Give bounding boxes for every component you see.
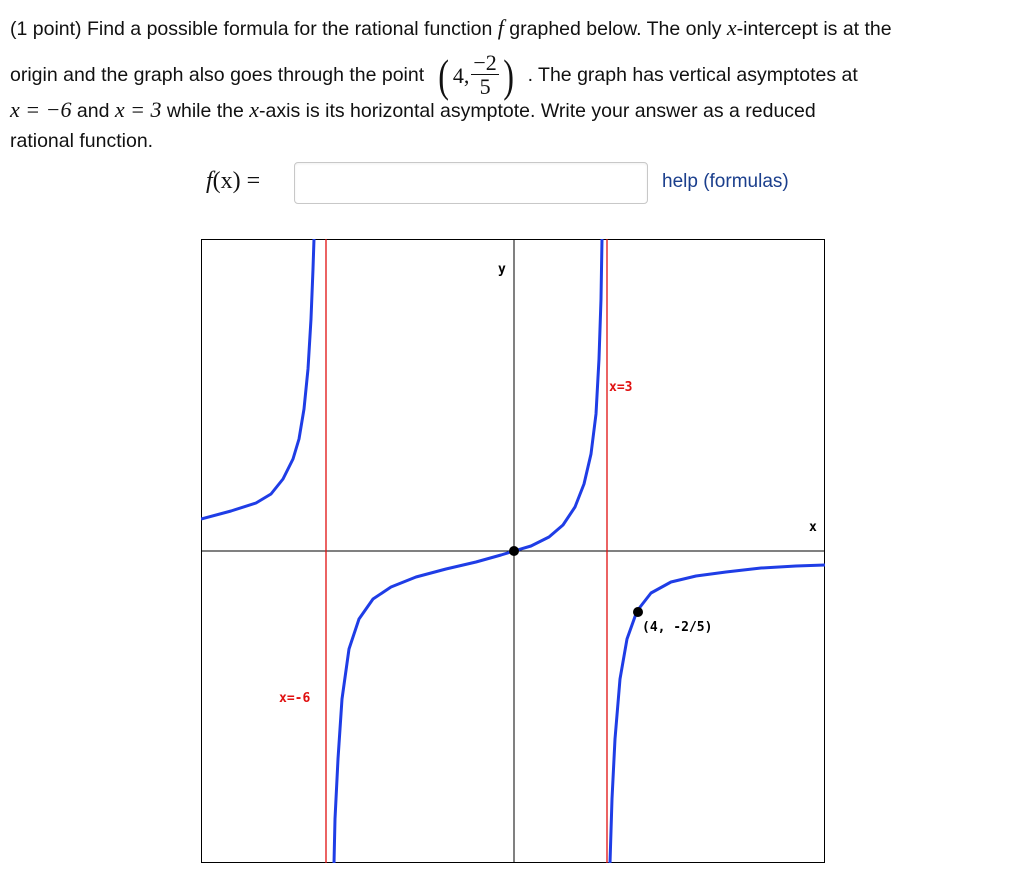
problem-line-3: [10, 94, 1016, 126]
math-x: x: [249, 97, 260, 122]
point-label: (4, -2/5): [642, 620, 713, 635]
math-eq-right: x = 3: [114, 97, 162, 122]
math-x: x: [726, 15, 737, 40]
marked-point: [633, 607, 643, 617]
asymptote-left-label: x=-6: [279, 691, 311, 706]
x-axis-label: x: [809, 520, 817, 535]
fraction-denominator: 5: [479, 74, 491, 99]
graph: [201, 239, 825, 863]
problem-text: graphed below. The only: [503, 18, 727, 40]
problem-text: -intercept is at the: [736, 18, 892, 40]
math-f: f: [497, 15, 504, 40]
asymptote-right-label: x=3: [609, 380, 633, 395]
fraction-numerator: −2: [473, 50, 497, 75]
math-eq-left: x = −6: [10, 97, 72, 122]
open-paren: (: [437, 50, 449, 101]
help-formulas-link[interactable]: help (formulas): [662, 171, 789, 192]
point-fraction: [471, 52, 498, 99]
problem-text: and: [71, 100, 115, 122]
problem-line-4: [10, 126, 1016, 156]
close-paren: ): [503, 50, 514, 101]
answer-row: [206, 162, 826, 206]
problem-statement: [10, 6, 1016, 156]
origin-point: [509, 546, 519, 556]
problem-text: rational function.: [10, 130, 154, 152]
problem-text: -axis is its horizontal asymptote. Write your answer as a reduced: [259, 100, 816, 122]
problem-line-1: [10, 6, 1016, 50]
graph-svg: [201, 239, 825, 863]
problem-text: while the: [161, 100, 250, 122]
problem-text: (1 point) Find a possible formula for the rational function: [10, 18, 498, 40]
y-axis-label: y: [498, 262, 506, 277]
problem-text: origin and the graph also goes through the point: [10, 64, 425, 87]
point-x: 4,: [452, 63, 470, 88]
answer-input[interactable]: [294, 162, 648, 204]
problem-line-2: [10, 50, 1016, 101]
problem-text: . The graph has vertical asymptotes at: [527, 64, 858, 87]
answer-label: f(x) =: [206, 168, 261, 194]
